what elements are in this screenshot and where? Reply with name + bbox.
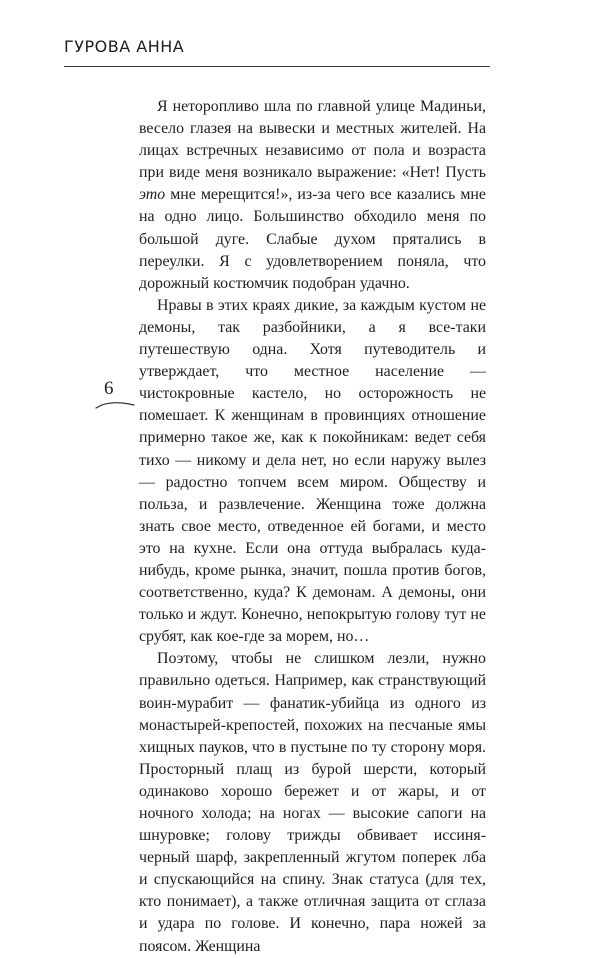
header-rule [64,66,490,67]
paragraph [139,295,486,649]
paragraph [139,96,486,295]
text-run: Я неторопливо шла по главной улице Мадиньи, весело глазея на вывески и местных жителей. На лицах встречных независимо от пола и возраста при виде меня возникало выражение: «Нет! Пусть [139,98,486,182]
folio-swash-ornament [95,398,135,414]
text-run: мне мерещится!», из-за чего все казались мне на одно лицо. Большинство обходило меня по большой дуге. Слабые духом прятались в переулки. Я с удовлетворением поняла, что дорожный костюмчик подобран удачно. [139,186,486,292]
paragraph [139,648,486,957]
text-run: Нравы в этих краях дикие, за каждым кустом не демоны, так разбойники, а я все-таки путешествую одна. Хотя путеводитель и утверждает, что местное население — чистокровные кастело, но осторожность не помешает. К женщинам в провинциях отношение примерно такое же, как к покойникам: ведет себя тихо — никому и дела нет, но если наружу вылез — радостно топчем всем миром. Обществу и польза, и развлечение. Женщина тоже должна знать свое место, отведенное ей богами, и место это на кухне. Если она оттуда выбралась куда-нибудь, кроме рынка, значит, пошла против богов, соответственно, куда? К демонам. А демоны, они только и ждут. Конечно, непокрытую голову тут не срубят, как кое-где за морем, но… [139,296,486,646]
body-text [139,96,486,958]
text-run: Поэтому, чтобы не слишком лезли, нужно правильно одеться. Например, как странствующий воин-мурабит — фанатик-убийца из одного из монастырей-крепостей, похожих на песчаные ямы хищных пауков, что в пустыне по ту сторону моря. Просторный плащ из бурой шерсти, который одинаково хорошо бережет и от жары, и от ночного холода; на ногах — высокие сапоги на шнуровке; голову трижды обвивает иссиня-черный шарф, закрепленный жгутом поперек лба и спускающийся на спину. Знак статуса (для тех, кто понимает), а также отличная защита от сглаза и удара по голове. И конечно, пара ножей за поясом. Женщина [139,650,486,955]
page-number: 6 [104,378,114,399]
running-head: ГУРОВА АННА [64,37,185,56]
italic-emphasis: это [139,186,166,204]
